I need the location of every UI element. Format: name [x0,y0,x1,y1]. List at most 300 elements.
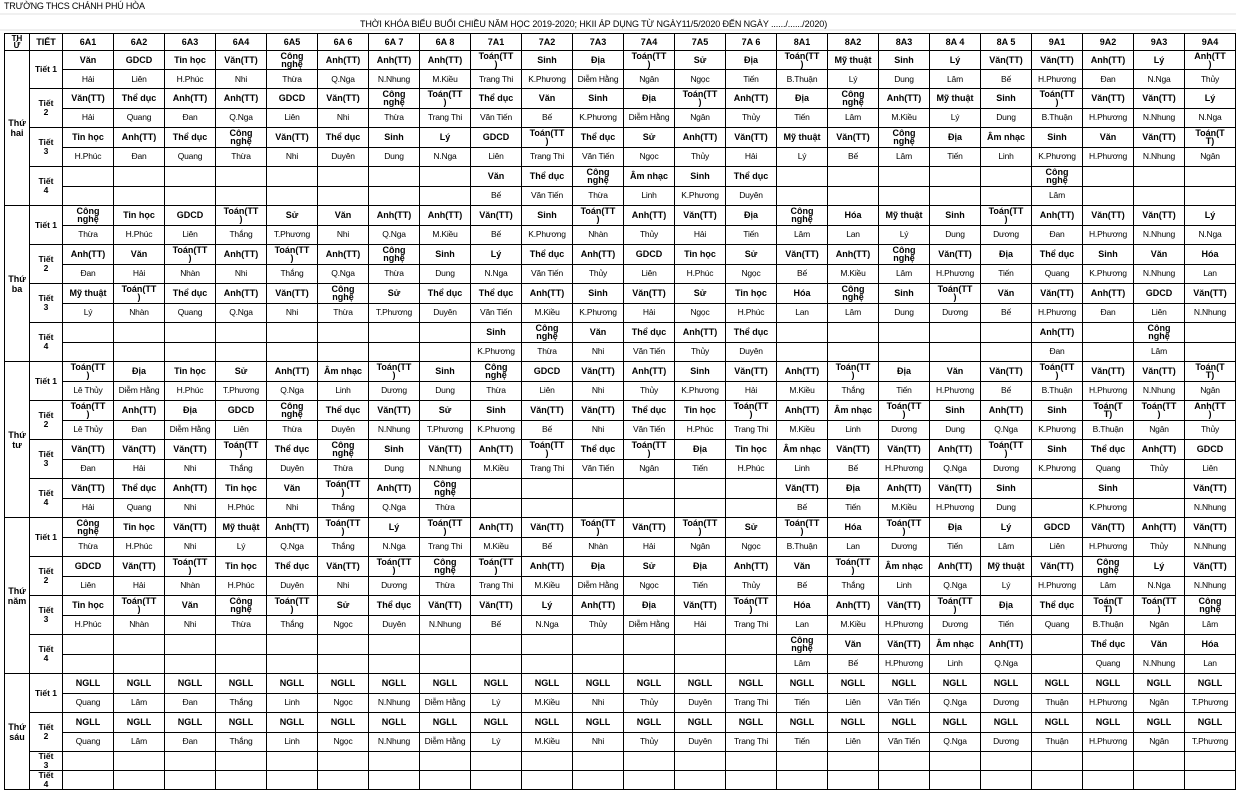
table-row [5,440,1236,479]
schedule-cell [318,323,369,362]
teacher-name: Trang Thi [427,112,463,123]
schedule-cell [369,401,420,440]
schedule-cell [420,89,471,128]
schedule-cell [114,596,165,635]
teacher-name: Bế [797,502,807,513]
schedule-cell [420,752,471,771]
subject-name: Sinh [1032,401,1082,421]
schedule-cell [1134,596,1185,635]
schedule-cell [63,128,114,167]
schedule-cell [1083,362,1134,401]
schedule-cell [420,323,471,362]
table-row [5,206,1236,245]
schedule-cell [726,479,777,518]
teacher-name: K.Phương [1038,463,1076,474]
subject-name: Toán(TT ) [114,284,164,304]
teacher-name: N.Nga [433,151,457,162]
subject-name: Văn(TT) [1134,89,1184,109]
teacher-name: Lâm [131,736,147,747]
schedule-cell [828,51,879,89]
teacher-name [369,187,419,206]
subject-name: Anh(TT) [1032,323,1082,343]
teacher-name: T.Phương [375,307,413,318]
schedule-cell [930,479,981,518]
teacher-name: Linh [845,424,861,435]
class-header-6: 6A 7 [369,34,420,51]
class-header-15: 8A2 [828,34,879,51]
teacher-name: Thắng [280,268,304,279]
teacher-name: Lý [950,112,960,123]
schedule-cell [216,284,267,323]
schedule-cell [318,518,369,557]
subject-name: Anh(TT) [726,557,776,577]
subject-name: NGLL [318,713,368,733]
subject-name: Mỹ thuật [216,518,266,538]
period-label-text: Tiết 4 [38,488,54,507]
schedule-cell [318,128,369,167]
subject-name: Địa [624,89,674,109]
teacher-name: Thủy [639,229,659,240]
teacher-name: Thắng [841,580,865,591]
teacher-name: Bế [848,658,858,669]
subject-name: Văn(TT) [1185,557,1235,577]
teacher-name [471,499,521,518]
schedule-cell [369,128,420,167]
subject-name [216,167,266,187]
subject-name: NGLL [165,674,215,694]
subject-name [675,479,725,499]
teacher-name: Duyên [280,463,304,474]
schedule-cell [267,284,318,323]
subject-name: Công nghệ [318,440,368,460]
subject-name [165,635,215,655]
teacher-name: N.Nhung [1193,541,1227,552]
schedule-cell [930,51,981,89]
subject-name: NGLL [1083,674,1133,694]
teacher-name: Duyên [433,307,457,318]
subject-name: Toán(TT ) [624,51,674,70]
schedule-cell [828,128,879,167]
schedule-cell [420,440,471,479]
teacher-name: Thủy [690,151,710,162]
teacher-name: Duyên [331,424,355,435]
teacher-name: M.Kiều [840,268,866,279]
subject-name: Thể dục [267,557,317,577]
subject-name: Công nghệ [828,284,878,304]
schedule-cell [930,89,981,128]
class-header-10: 7A3 [573,34,624,51]
schedule-cell [420,128,471,167]
schedule-cell [573,206,624,245]
teacher-name [471,655,521,674]
teacher-name: Bế [1001,73,1011,84]
subject-name: Anh(TT) [114,128,164,148]
schedule-cell [981,167,1032,206]
subject-name: Toán(TT ) [777,518,827,538]
schedule-cell [777,635,828,674]
schedule-cell [1032,401,1083,440]
subject-name [420,323,470,343]
subject-name: Toán(TT ) [930,596,980,616]
teacher-name: Nhi [591,346,605,357]
subject-name: Âm nhạc [930,635,980,655]
teacher-name [114,655,164,674]
schedule-cell [1032,206,1083,245]
schedule-cell [828,323,879,362]
teacher-name: Thừa [231,619,251,630]
subject-name: Văn(TT) [522,401,572,421]
teacher-name: Nhàn [180,580,200,591]
subject-name: Công nghệ [1032,167,1082,187]
schedule-cell [675,479,726,518]
schedule-cell [216,51,267,89]
subject-name: Thể dục [726,323,776,343]
teacher-name [981,343,1031,362]
period-label [30,401,63,440]
teacher-name [573,499,623,518]
subject-name: Toán(TT ) [369,362,419,382]
subject-name [420,167,470,187]
subject-name: Sinh [1083,479,1133,499]
subject-name: Văn(TT) [267,128,317,148]
teacher-name: Linh [335,385,351,396]
schedule-cell [165,245,216,284]
schedule-cell [420,557,471,596]
teacher-name: Hải [81,112,95,123]
schedule-cell [573,713,624,752]
teacher-name: B.Thuận [1092,619,1124,630]
subject-name [63,635,113,655]
subject-name: Văn(TT) [726,362,776,382]
teacher-name: Tiến [794,736,810,747]
teacher-name: Bế [848,151,858,162]
teacher-name: Quang [1044,619,1070,630]
schedule-cell [63,479,114,518]
schedule-cell [1083,401,1134,440]
subject-name: Sử [216,362,266,382]
schedule-cell [981,128,1032,167]
schedule-cell [216,771,267,790]
schedule-cell [879,479,930,518]
subject-name: Thể dục [624,323,674,343]
schedule-cell [981,401,1032,440]
teacher-name [165,655,215,674]
teacher-name: Liên [80,580,96,591]
schedule-cell [522,674,573,713]
teacher-name [675,499,725,518]
teacher-name: Ngọc [333,697,353,708]
period-label-text: Tiết 1 [34,375,58,386]
schedule-cell [573,89,624,128]
subject-name: Thể dục [420,284,470,304]
teacher-name: Quang [1095,463,1121,474]
subject-name: Anh(TT) [981,635,1031,655]
table-row [5,128,1236,167]
teacher-name: B.Thuận [786,73,818,84]
subject-name: Thể dục [1083,635,1133,655]
teacher-name: Ngân [1149,736,1169,747]
teacher-name: N.Nhung [1142,151,1176,162]
teacher-name: Q.Nga [229,307,253,318]
schedule-cell [1185,362,1236,401]
teacher-name [777,187,827,206]
subject-name: Văn(TT) [573,362,623,382]
schedule-cell [1083,51,1134,89]
subject-name: NGLL [420,713,470,733]
period-label-text: Tiết 3 [38,449,54,468]
subject-name: NGLL [216,713,266,733]
teacher-name: Diễm Hằng [424,736,466,747]
subject-name: Văn(TT) [1083,518,1133,538]
teacher-name: K.Phương [579,112,617,123]
class-header-5: 6A 6 [318,34,369,51]
subject-name: Văn(TT) [318,89,368,109]
subject-name: Thể dục [471,89,521,109]
schedule-cell [573,771,624,790]
period-label-text: Tiết 1 [34,531,58,542]
schedule-cell [573,674,624,713]
schedule-cell [726,51,777,89]
subject-name: Thể dục [114,479,164,499]
class-header-11: 7A4 [624,34,675,51]
schedule-cell [624,362,675,401]
schedule-cell [930,635,981,674]
teacher-name [930,187,980,206]
schedule-cell [216,401,267,440]
teacher-name: Dung [435,385,455,396]
teacher-name: N.Nhung [1142,229,1176,240]
teacher-name: Ngân [1149,619,1169,630]
teacher-name: Hải [744,151,758,162]
subject-name [1032,635,1082,655]
subject-name: Sinh [981,479,1031,499]
schedule-cell [1185,89,1236,128]
subject-name: Công nghệ [777,206,827,226]
subject-name: Văn [1083,128,1133,148]
teacher-name: Thủy [1200,424,1220,435]
subject-name: Sinh [930,401,980,421]
teacher-name: Tiến [794,697,810,708]
subject-name: Văn(TT) [114,557,164,577]
schedule-cell [777,89,828,128]
schedule-cell [267,713,318,752]
schedule-cell [624,557,675,596]
teacher-name: Ngọc [333,619,353,630]
teacher-name: Hải [693,619,707,630]
teacher-name: Bế [1001,307,1011,318]
schedule-cell [1134,557,1185,596]
teacher-name: Dung [945,424,965,435]
schedule-cell [573,323,624,362]
schedule-cell [420,284,471,323]
class-header-7: 6A 8 [420,34,471,51]
subject-name: Sinh [369,440,419,460]
teacher-name: N.Nhung [377,424,411,435]
subject-name: NGLL [522,674,572,694]
teacher-name: K.Phương [681,190,719,201]
subject-name: Toán(TT ) [216,206,266,226]
teacher-name: N.Nga [1147,73,1171,84]
subject-name: Mỹ thuật [981,557,1031,577]
subject-name: NGLL [522,713,572,733]
subject-name: Thể dục [1083,440,1133,460]
teacher-name [522,499,572,518]
teacher-name: Q.Nga [382,502,406,513]
schedule-cell [726,713,777,752]
subject-name: NGLL [63,713,113,733]
teacher-name: Trang Thi [529,151,565,162]
subject-name: Địa [930,128,980,148]
teacher-name: Bế [797,268,807,279]
teacher-name: Nhi [591,736,605,747]
schedule-cell [216,596,267,635]
subject-name: Toán(TT ) [828,557,878,577]
subject-name: Anh(TT) [675,323,725,343]
schedule-cell [930,401,981,440]
schedule-cell [1083,518,1134,557]
subject-name: Địa [930,518,980,538]
class-header-21: 9A3 [1134,34,1185,51]
schedule-cell [63,596,114,635]
schedule-cell [981,752,1032,771]
schedule-cell [777,596,828,635]
teacher-name: Quang [75,697,101,708]
subject-name: Tin học [165,362,215,382]
schedule-cell [675,440,726,479]
subject-name: Toán(TT ) [318,518,368,538]
subject-name: Toán(T T) [1083,401,1133,421]
schedule-cell [828,440,879,479]
subject-name [726,635,776,655]
subject-name: Anh(TT) [981,401,1031,421]
schedule-cell [114,323,165,362]
teacher-name: Ngọc [741,268,761,279]
subject-name: Văn [573,323,623,343]
teacher-name: Đan [182,112,198,123]
teacher-name: M.Kiều [789,424,815,435]
teacher-name: Thủy [690,346,710,357]
teacher-name: Đan [182,697,198,708]
schedule-cell [420,596,471,635]
schedule-cell [624,323,675,362]
subject-name: Lý [1185,206,1235,226]
teacher-name: H.Phương [1037,73,1076,84]
period-label [30,635,63,674]
schedule-cell [63,323,114,362]
teacher-name: K.Phương [1089,268,1127,279]
schedule-cell [1083,167,1134,206]
schedule-cell [165,89,216,128]
teacher-name [63,187,113,206]
schedule-cell [63,440,114,479]
subject-name: Sinh [573,89,623,109]
subject-name: GDCD [624,245,674,265]
teacher-name: Thắng [229,463,253,474]
teacher-name [114,187,164,206]
teacher-name: Dương [993,229,1019,240]
table-row [5,479,1236,518]
teacher-name [1083,187,1133,206]
schedule-cell [369,713,420,752]
teacher-name: Thừa [78,229,98,240]
teacher-name: T.Phương [273,229,311,240]
subject-name: Công nghệ [879,245,929,265]
table-row [5,323,1236,362]
period-label-text: Tiết 1 [34,64,58,74]
schedule-cell [726,518,777,557]
schedule-cell [573,167,624,206]
teacher-name: K.Phương [528,229,566,240]
schedule-cell [63,245,114,284]
teacher-name: N.Nga [382,541,406,552]
schedule-cell [471,284,522,323]
schedule-cell [777,362,828,401]
schedule-cell [624,284,675,323]
subject-name: Anh(TT) [675,128,725,148]
schedule-cell [522,206,573,245]
schedule-cell [879,674,930,713]
subject-name [777,323,827,343]
teacher-name: Đan [80,268,96,279]
schedule-cell [216,167,267,206]
schedule-cell [1185,128,1236,167]
schedule-cell [318,596,369,635]
subject-name: NGLL [165,713,215,733]
schedule-cell [1032,89,1083,128]
schedule-cell [573,752,624,771]
schedule-cell [1134,284,1185,323]
subject-name: Anh(TT) [1134,440,1184,460]
teacher-name: Thủy [639,385,659,396]
schedule-cell [828,284,879,323]
schedule-cell [267,245,318,284]
schedule-cell [1185,557,1236,596]
teacher-name [522,655,572,674]
subject-name: GDCD [63,557,113,577]
subject-name: Anh(TT) [369,51,419,70]
teacher-name: B.Thuận [786,541,818,552]
schedule-cell [1083,284,1134,323]
schedule-cell [114,245,165,284]
subject-name: NGLL [216,674,266,694]
teacher-name: K.Phương [1089,502,1127,513]
subject-name: NGLL [624,713,674,733]
teacher-name: Ngọc [333,736,353,747]
teacher-name [63,343,113,362]
subject-name: NGLL [1083,713,1133,733]
teacher-name: Văn Tiến [582,463,614,474]
subject-name: Văn(TT) [624,284,674,304]
schedule-cell [624,674,675,713]
teacher-name: Duyên [739,346,763,357]
teacher-name: N.Nhung [1142,112,1176,123]
teacher-name: Linh [998,151,1014,162]
schedule-cell [930,596,981,635]
schedule-cell [420,713,471,752]
subject-name: Văn [930,362,980,382]
teacher-name: Nhàn [180,268,200,279]
subject-name: Lý [420,128,470,148]
teacher-name: Trang Thi [733,424,769,435]
subject-name: NGLL [777,713,827,733]
subject-name: Âm nhạc [777,440,827,460]
period-label [30,167,63,206]
teacher-name: Nhi [591,385,605,396]
schedule-cell [777,167,828,206]
schedule-cell [675,557,726,596]
subject-name: Tin học [675,245,725,265]
schedule-cell [522,284,573,323]
